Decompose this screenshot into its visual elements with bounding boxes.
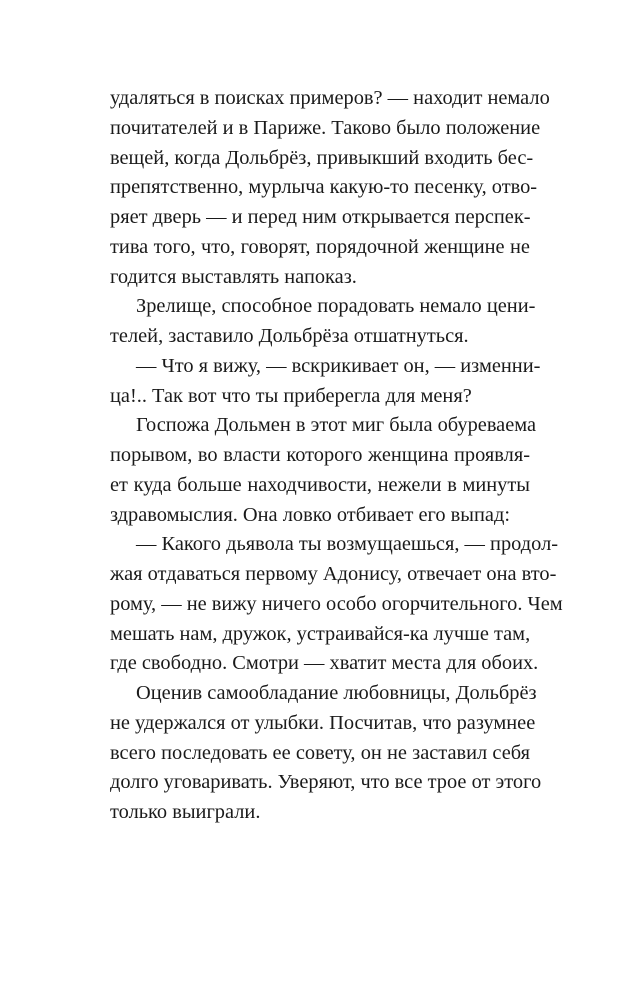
book-page <box>110 84 563 828</box>
text-line: ряет дверь — и перед ним открывается перспек- <box>110 206 531 228</box>
text-line: препятственно, мурлыча какую-то песенку, отво- <box>110 176 538 199</box>
text-line: долго уговаривать. Уверяют, что все трое от этого <box>110 771 542 794</box>
text-line: порывом, во власти которого женщина проявля- <box>110 444 530 466</box>
paragraph-4 <box>110 411 537 530</box>
text-line: телей, заставило Дольбрёза отшатнуться. <box>110 325 469 347</box>
text-line: вещей, когда Дольбрёз, привыкший входить бес- <box>110 146 534 169</box>
text-line: годится выставлять напоказ. <box>110 265 357 288</box>
text-line: здравомыслия. Она ловко отбивает его выпад: <box>110 503 510 526</box>
paragraph-6 <box>110 679 542 828</box>
text-line: всего последовать ее совету, он не заставил себя <box>110 741 530 764</box>
text-line: только выиграли. <box>110 801 261 823</box>
text-line: рому, — не вижу ничего особо огорчительного. Чем <box>110 592 563 615</box>
text-line: — Что я вижу, — вскрикивает он, — изменни- <box>136 354 541 377</box>
text-line: тива того, что, говорят, порядочной женщине не <box>110 235 530 258</box>
paragraph-1 <box>110 84 550 292</box>
paragraph-5 <box>110 530 563 679</box>
text-line: где свободно. Смотри — хватит места для обоих. <box>110 652 539 675</box>
text-line: мешать нам, дружок, устраивайся-ка лучше там, <box>110 622 531 645</box>
text-line: Зрелище, способное порадовать немало цени- <box>136 295 536 318</box>
text-line: удаляться в поисках примеров? — находит немало <box>110 87 550 109</box>
text-line: не удержался от улыбки. Посчитав, что разумнее <box>110 711 536 734</box>
text-line: — Какого дьявола ты возмущаешься, — продол- <box>136 533 559 556</box>
text-line: ет куда больше находчивости, нежели в минуты <box>110 473 530 496</box>
text-line: почитателей и в Париже. Таково было положение <box>110 116 541 139</box>
paragraph-2 <box>110 292 536 352</box>
paragraph-3 <box>110 352 541 412</box>
text-line: ца!.. Так вот что ты приберегла для меня? <box>110 384 472 407</box>
text-line: Оценив самообладание любовницы, Дольбрёз <box>136 682 537 704</box>
text-line: Госпожа Дольмен в этот миг была обуреваема <box>136 414 537 437</box>
text-line: жая отдаваться первому Адонису, отвечает она вто- <box>110 563 557 585</box>
